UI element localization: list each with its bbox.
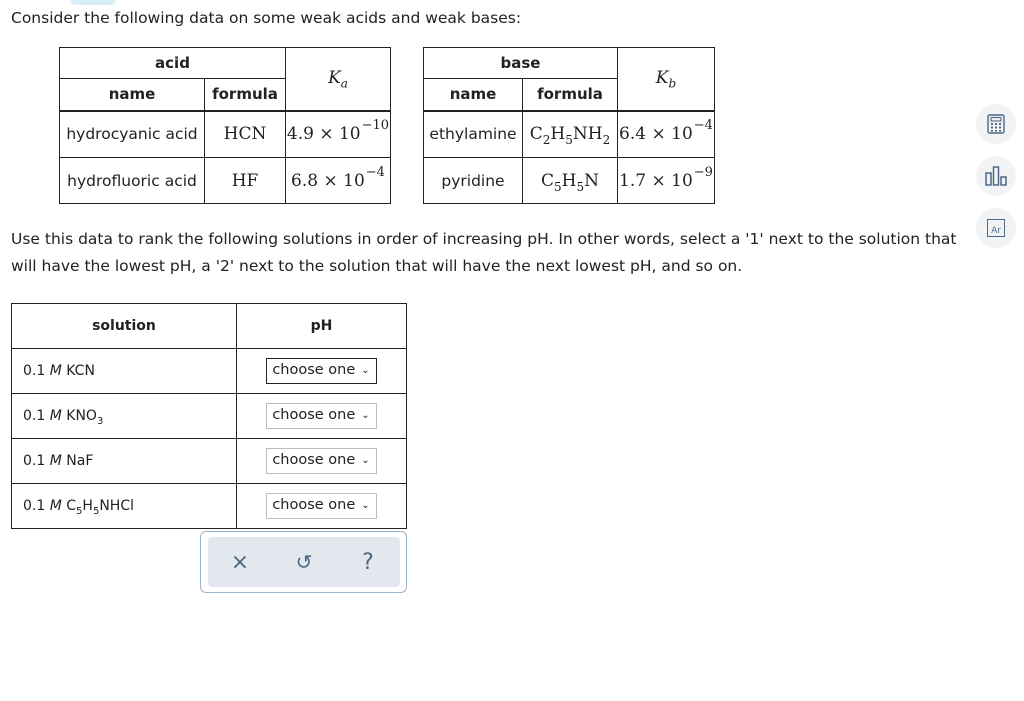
chevron-down-icon: ⌄ bbox=[361, 455, 370, 466]
intro-text: Consider the following data on some weak acids and weak bases: bbox=[11, 9, 522, 27]
base-name-header: name bbox=[424, 79, 523, 111]
solution-pyridinium-chloride: 0.1 M $C_5H_5NHCl$ bbox=[12, 484, 237, 529]
ka-header: $K_a$ bbox=[286, 48, 391, 111]
acid-name-hcn: hydrocyanic acid bbox=[60, 111, 205, 158]
instructions-line-2: will have the lowest pH, a '2' next to the solution that will have the next lowest pH, and so on. bbox=[11, 257, 743, 275]
calculator-button[interactable] bbox=[976, 104, 1016, 144]
chevron-down-icon: ⌄ bbox=[361, 365, 370, 376]
acid-name-hf: hydrofluoric acid bbox=[60, 158, 205, 204]
base-formula-ethylamine: $C_2H_5NH_2$ bbox=[523, 111, 618, 158]
solution-kcn: 0.1 M KCN bbox=[12, 349, 237, 394]
acid-formula-hcn: HCN bbox=[205, 111, 286, 158]
base-table bbox=[423, 47, 715, 204]
ph-select-naf[interactable]: choose one ⌄ bbox=[266, 448, 376, 474]
periodic-table-icon: Ar bbox=[987, 219, 1005, 237]
ranking-table bbox=[11, 303, 407, 529]
acid-table bbox=[59, 47, 391, 204]
chevron-down-icon: ⌄ bbox=[361, 500, 370, 511]
ph-header: pH bbox=[237, 304, 407, 349]
base-group-header: base bbox=[424, 48, 618, 79]
top-tab-marker bbox=[70, 0, 116, 5]
base-name-pyridine: pyridine bbox=[424, 158, 523, 204]
solution-header: solution bbox=[12, 304, 237, 349]
acid-name-header: name bbox=[60, 79, 205, 111]
acid-formula-hf: HF bbox=[205, 158, 286, 204]
instructions-line-1: Use this data to rank the following solutions in order of increasing pH. In other words, select a '1' next to the solution that bbox=[11, 230, 957, 248]
instructions bbox=[11, 226, 996, 280]
acid-group-header: acid bbox=[60, 48, 286, 79]
ph-select-kcn[interactable]: choose one ⌄ bbox=[266, 358, 376, 384]
base-formula-pyridine: $C_5H_5N$ bbox=[523, 158, 618, 204]
ka-value-hf: $6.8 \times 10^{-4}$ bbox=[286, 158, 391, 204]
kb-value-pyridine: $1.7 \times 10^{-9}$ bbox=[618, 158, 715, 204]
ph-select-kno3[interactable]: choose one ⌄ bbox=[266, 403, 376, 429]
ka-value-hcn: $4.9 \times 10^{-10}$ bbox=[286, 111, 391, 158]
chevron-down-icon: ⌄ bbox=[361, 410, 370, 421]
bar-chart-icon bbox=[984, 165, 1008, 187]
answer-toolbar bbox=[200, 531, 407, 593]
calculator-icon bbox=[987, 114, 1005, 134]
base-formula-header: formula bbox=[523, 79, 618, 111]
base-name-ethylamine: ethylamine bbox=[424, 111, 523, 158]
help-button[interactable]: ? bbox=[362, 549, 374, 575]
clear-button[interactable]: × bbox=[230, 549, 250, 575]
kb-value-ethylamine: $6.4 \times 10^{-4}$ bbox=[618, 111, 715, 158]
kb-header: $K_b$ bbox=[618, 48, 715, 111]
solution-naf: 0.1 M NaF bbox=[12, 439, 237, 484]
undo-button[interactable]: ↺ bbox=[295, 550, 313, 574]
periodic-table-button[interactable] bbox=[976, 208, 1016, 248]
solution-kno3: 0.1 M $KNO_3$ bbox=[12, 394, 237, 439]
acid-formula-header: formula bbox=[205, 79, 286, 111]
ph-select-pyridinium-chloride[interactable]: choose one ⌄ bbox=[266, 493, 376, 519]
chart-button[interactable] bbox=[976, 156, 1016, 196]
